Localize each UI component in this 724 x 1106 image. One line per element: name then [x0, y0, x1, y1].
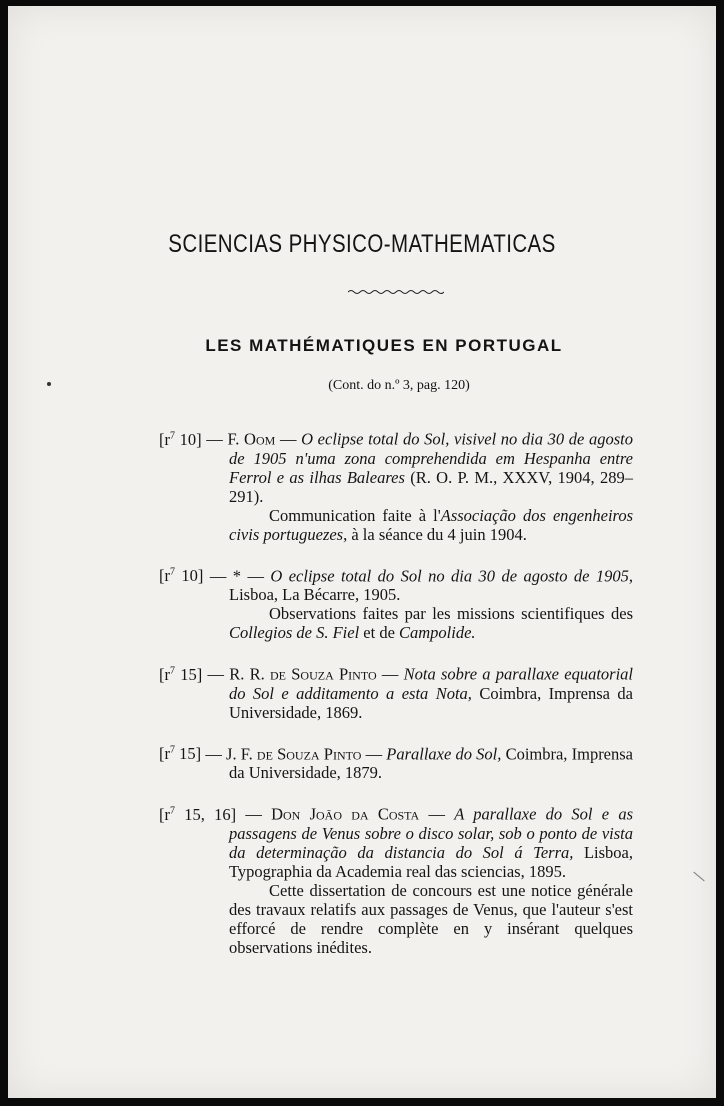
bibliography-entry: [159, 661, 633, 722]
entry-note: Observations faites par les missions scientifiques des Collegios de S. Fiel et de Campolide.: [229, 604, 633, 642]
entry-source: Lisboa, Typographia da Academia real das sciencias, 1895.: [229, 842, 633, 881]
decorative-rule: [348, 288, 444, 296]
dash: —: [203, 566, 233, 585]
entry-title: Parallaxe do Sol,: [386, 744, 502, 763]
entry-author: *: [232, 566, 242, 585]
entry-title: A parallaxe do Sol e as passagens de Venus sobre o disco solar, sob o ponto de vista da determinação da distancia do Sol á Terra,: [229, 804, 633, 862]
entry-source: Coimbra, Imprensa da Universidade, 1879.: [229, 744, 634, 782]
dash: —: [236, 804, 272, 824]
document-page: [8, 6, 716, 1098]
entry-ref: [$r^7$ 10]: [159, 429, 202, 449]
entry-title: O eclipse total do Sol, visivel no dia 30 de agosto de 1905 n'uma zona comprehendida em Hespanha entre Ferrol e as ilhas Baleares: [229, 429, 634, 487]
entry-author: R. R. de Souza Pinto: [229, 664, 377, 684]
bibliography-entry: [159, 741, 633, 783]
entry-source: (R. O. P. M., XXXV, 1904, 289–291).: [229, 467, 633, 506]
dash: —: [241, 566, 271, 585]
scan-mark: [693, 872, 704, 882]
continuation-note: (Cont. do n.º 3, pag. 120): [328, 378, 470, 393]
entry-author: Don João da Costa: [271, 804, 420, 824]
bibliography-entry: [159, 563, 633, 643]
entry-source: Coimbra, Imprensa da Universidade, 1869.: [229, 683, 633, 722]
entry-source: , Lisboa, La Bécarre, 1905.: [229, 566, 633, 604]
dash: —: [201, 744, 227, 763]
entry-title: O eclipse total do Sol no dia 30 de agosto de 1905: [270, 566, 629, 585]
dash: —: [201, 429, 228, 449]
dash: —: [376, 664, 404, 684]
section-title: SCIENCIAS PHYSICO-MATHEMATICAS: [168, 230, 556, 258]
dash: —: [361, 744, 387, 763]
dash: —: [202, 664, 230, 684]
entry-ref: [$r^7$ 10]: [159, 566, 204, 585]
bibliography-entry: [159, 426, 633, 544]
bibliography-list: [159, 426, 633, 957]
entry-title: Nota sobre a parallaxe equatorial do Sol e additamento a esta Nota,: [229, 664, 633, 703]
entry-note: Communication faite à l'Associação dos engenheiros civis portuguezes, à la séance du 4 juin 1904.: [229, 505, 634, 544]
entry-note: Cette dissertation de concours est une notice générale des travaux relatifs aux passages de Venus, que l'auteur s'est efforcé de rendre complète en y insérant quelques observations inédites.: [229, 880, 633, 957]
dash: —: [419, 804, 455, 824]
subtitle: LES MATHÉMATIQUES EN PORTUGAL: [205, 336, 563, 355]
entry-author: J. F. de Souza Pinto: [226, 744, 362, 763]
bibliography-entry: [159, 801, 633, 957]
entry-ref: [$r^7$ 15]: [159, 744, 202, 763]
entry-ref: [$r^7$ 15, 16]: [159, 804, 237, 824]
entry-author: F. Oom: [227, 429, 276, 449]
entry-ref: [$r^7$ 15]: [159, 664, 203, 684]
dash: —: [275, 429, 302, 449]
